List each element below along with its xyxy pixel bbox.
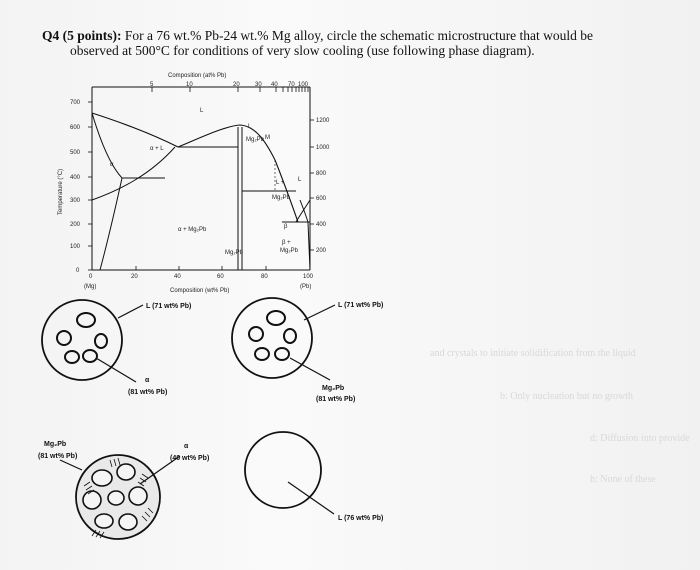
svg-text:and crystals to initiate solid: and crystals to initiate solidification from the liquid [430,348,636,359]
question-number: Q4 [42,28,60,43]
right-tick-200: 200 [316,248,327,254]
svg-text:h: None of these: h: None of these [590,474,656,485]
right-tick-400: 400 [316,222,327,228]
liquidus-left [92,113,178,147]
microstructure-option-bottom-left[interactable] [60,455,180,539]
solvus-alpha [100,178,122,270]
left-tick-200: 200 [70,222,81,228]
br-label-l: L (76 wt% Pb) [338,515,384,522]
bottom-end-left: (Mg) [84,284,97,290]
bottom-tick-100: 100 [303,274,314,280]
bleed-through-text [430,348,690,485]
top-axis-title: Composition (at% Pb) [168,73,227,79]
left-tick-400: 400 [70,175,81,181]
region-l-mid: L [248,124,252,130]
option-circle [42,300,122,380]
bl-label-mg2pb: Mg₂Pb [44,441,67,448]
pointer-l [118,305,143,318]
tl-label-alpha-comp: (81 wt% Pb) [128,389,168,396]
region-mg2pb-l-bottom: Mg₂Pb [272,195,291,201]
bl-label-mg2pb-comp: (81 wt% Pb) [38,453,78,460]
region-l-left: L [200,108,204,114]
left-tick-300: 300 [70,198,81,204]
right-axis-ticks [310,120,314,250]
region-alpha: α [110,162,114,168]
right-tick-1200: 1200 [316,118,330,124]
left-tick-500: 500 [70,150,81,156]
bottom-tick-0: 0 [89,274,93,280]
left-tick-600: 600 [70,125,81,131]
mg2pb-particles [249,311,296,360]
region-mg2pb: Mg₂Pb [225,250,244,256]
region-beta-mg2pb: Mg₂Pb [280,248,299,254]
bottom-tick-20: 20 [131,274,138,280]
left-tick-700: 700 [70,100,81,106]
bl-label-alpha-comp: (40 wt% Pb) [170,455,210,462]
tr-label-mg2pb-comp: (81 wt% Pb) [316,396,356,403]
region-l-plus: L + [276,180,285,186]
top-tick-100: 100 [298,82,309,88]
bottom-tick-80: 80 [261,274,268,280]
region-m: M [265,135,270,141]
region-beta-small: β [284,224,288,230]
tr-label-mg2pb: Mg₂Pb [322,385,345,392]
left-axis-ticks [88,102,92,270]
bottom-axis-title: Composition (wt% Pb) [170,288,230,294]
region-beta: β + [282,240,291,246]
region-l-right: L [298,177,302,183]
tr-label-l: L (71 wt% Pb) [338,302,384,309]
right-tick-800: 800 [316,171,327,177]
top-tick-40: 40 [271,82,278,88]
alpha-l-line [92,147,175,200]
pointer-l [304,305,335,320]
alpha-particles [57,313,107,363]
pointer-l [288,482,334,514]
bottom-axis-ticks [136,266,266,270]
question-points: (5 points): [62,28,122,43]
phase-diagram [88,87,314,270]
right-tick-600: 600 [316,196,327,202]
right-tick-1000: 1000 [316,145,330,151]
top-tick-20: 20 [233,82,240,88]
tl-label-l: L (71 wt% Pb) [146,303,192,310]
beta-solvus [300,200,310,270]
bottom-end-right: (Pb) [300,284,312,290]
microstructure-option-top-right[interactable] [232,298,335,380]
pointer-mg2pb [60,460,82,470]
tl-label-alpha: α [145,377,150,384]
region-alpha-mg2pb: α + Mg₂Pb [178,227,207,233]
top-tick-10: 10 [186,82,193,88]
diagram-labels [58,73,330,294]
svg-text:b: Only nucleation but no grow: b: Only nucleation but no growth [500,391,634,402]
svg-text:d: Diffusion into provide: d: Diffusion into provide [590,433,690,444]
pb-liquidus [296,200,310,222]
top-tick-70: 70 [288,82,295,88]
y-axis-title: Temperature (°C) [58,168,64,215]
top-tick-5: 5 [150,82,154,88]
region-mg2pb-l-top: Mg₂Pb [246,137,265,143]
top-tick-30: 30 [255,82,262,88]
question-line-2: observed at 500°C for conditions of very slow cooling (use following phase diagram). [70,43,535,58]
option-circle [232,298,312,378]
left-tick-100: 100 [70,244,81,250]
bottom-tick-40: 40 [174,274,181,280]
bottom-tick-60: 60 [217,274,224,280]
top-axis-ticks [152,87,308,92]
left-tick-0: 0 [76,268,80,274]
microstructure-option-top-left[interactable] [42,300,143,382]
microstructure-option-bottom-right[interactable] [245,432,334,514]
region-alpha-l: α + L [150,146,164,152]
question-line1-text: For a 76 wt.% Pb-24 wt.% Mg alloy, circle the schematic microstructure that would be [124,28,594,43]
bl-label-alpha: α [184,443,189,450]
